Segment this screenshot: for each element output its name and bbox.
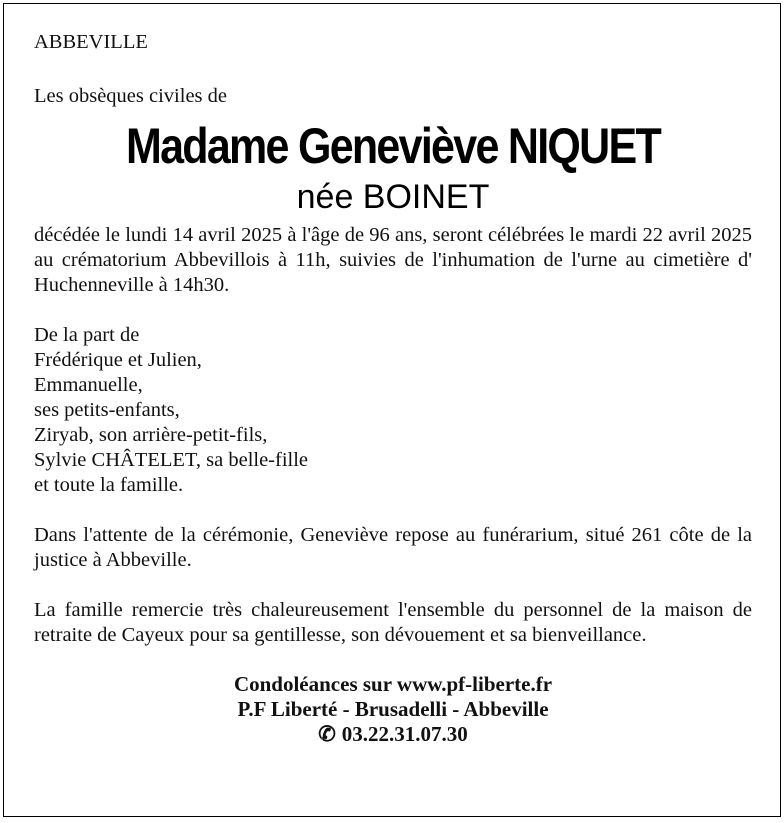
family-line: ses petits-enfants, — [34, 399, 180, 421]
family-line: Emmanuelle, — [34, 374, 143, 396]
family-list — [34, 323, 752, 498]
intro-text: Les obsèques civiles de — [34, 85, 227, 107]
phone-icon: ✆ — [318, 722, 336, 746]
death-announcement: décédée le lundi 14 avril 2025 à l'âge de 96 ans, seront célébrées le mardi 22 avril 2025 au crématorium Abbevillois à 11h, suivies de l'inhumation de l'urne au cimetière d' Huchenneville à 14h30. — [34, 224, 752, 296]
funeral-home-name: P.F Liberté - Brusadelli - Abbeville — [237, 697, 549, 721]
funeral-home-footer — [34, 672, 752, 747]
family-line: Sylvie CHÂTELET, sa belle-fille — [34, 449, 309, 471]
family-line: et toute la famille. — [34, 474, 184, 496]
condolences-line[interactable]: Condoléances sur www.pf-liberte.fr — [233, 672, 553, 696]
phone-number[interactable]: 03.22.31.07.30 — [341, 722, 468, 746]
family-line: De la part de — [34, 324, 140, 346]
maiden-name: née BOINET — [296, 178, 490, 216]
family-line: Frédérique et Julien, — [34, 349, 202, 371]
wake-information: Dans l'attente de la cérémonie, Geneviève repose au funérarium, situé 261 côte de la justice à Abbeville. — [34, 524, 752, 571]
family-line: Ziryab, son arrière-petit-fils, — [34, 424, 268, 446]
thanks-message: La famille remercie très chaleureusement l'ensemble du personnel de la maison de retraite de Cayeux pour sa gentillesse, son dévouement et sa bienveillance. — [34, 599, 752, 646]
city-heading: ABBEVILLE — [34, 31, 148, 53]
obituary-notice — [3, 3, 781, 817]
phone-line — [34, 722, 752, 747]
deceased-name: Madame Geneviève NIQUET — [125, 118, 660, 174]
